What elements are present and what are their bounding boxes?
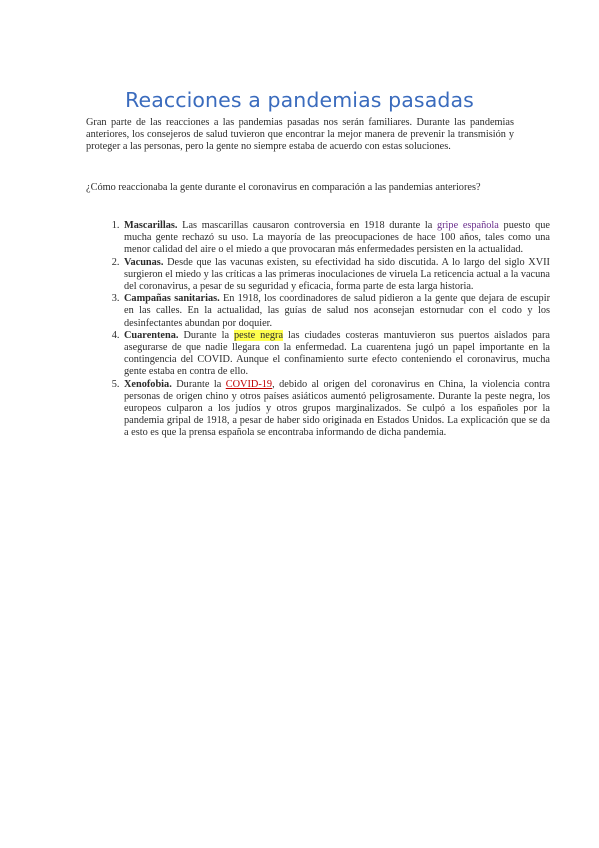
term-label: Cuarentena.: [124, 329, 179, 341]
item-text: las ciudades costeras mantuvieron sus puertos aislados para asegurarse de que nadie llegara con la enfermedad. La cuarentena jugó un papel importante en la contingencia del COVID. Aunque el confinamiento surte efecto conteniendo el coronavirus, mucha gente estaba en contra de ello.: [124, 329, 550, 378]
term-label: Vacunas.: [124, 256, 164, 268]
question-paragraph: ¿Cómo reaccionaba la gente durante el coronavirus en comparación a las pandemias anteriores?: [86, 182, 481, 193]
reactions-list: [86, 220, 550, 440]
item-text: Las mascarillas causaron controversia en 1918 durante la: [177, 220, 437, 231]
list-item-vacunas: [122, 257, 550, 294]
page-title: Reacciones a pandemias pasadas: [125, 88, 474, 112]
item-text: , debido al origen del coronavirus en China, la violencia contra personas de origen chino y otros países asiáticos aumentó peligrosamente. Durante la peste negra, los europeos culparon a los judíos y otros grupos marginalizados. Se culpó a los españoles por la pandemia gripal de 1918, a pesar de haber sido originada en Estados Unidos. La explicación que se da a esto es que la prensa española se encontraba informando de dicha pandemia.: [124, 378, 550, 439]
item-text: Durante la: [178, 329, 235, 341]
item-text: puesto que mucha gente rechazó su uso. La mayoría de las preocupaciones de hace 100 años, tales como una menor calidad del aire o el miedo a que provocaran más enfermedades persisten en la actualidad.: [124, 220, 550, 256]
list-item-cuarentena: [122, 330, 550, 379]
term-label: Mascarillas.: [124, 220, 178, 231]
covid-19-link[interactable]: COVID-19: [225, 378, 273, 390]
term-label: Xenofobia.: [124, 378, 172, 390]
list-item-campanas: [122, 293, 550, 330]
item-text: En 1918, los coordinadores de salud pidieron a la gente que dejara de escupir en las calles. En la actualidad, las guías de salud nos aconsejan estornudar con el codo y los desinfectantes abundan por doquier.: [124, 293, 550, 329]
term-label: Campañas sanitarias.: [124, 293, 220, 305]
item-text: Durante la: [171, 378, 226, 390]
gripe-espanola-link[interactable]: gripe española: [436, 220, 499, 231]
list-item-mascarillas: [122, 220, 550, 257]
peste-negra-highlight: peste negra: [234, 329, 284, 341]
item-text: Desde que las vacunas existen, su efectividad ha sido discutida. A lo largo del siglo XVII surgieron el miedo y las críticas a las primeras inoculaciones de viruela La reticencia actual a la vacuna del coronavirus, a pesar de su seguridad y eficacia, forma parte de esta larga historia.: [124, 256, 550, 293]
intro-paragraph: Gran parte de las reacciones a las pandemias pasadas nos serán familiares. Durante las pandemias anteriores, los consejeros de salud tuvieron que encontrar la mejor manera de prevenir la transmisión y proteger a las personas, pero la gente no siempre estaba de acuerdo con estas soluciones.: [86, 117, 514, 153]
list-item-xenofobia: [122, 379, 550, 440]
